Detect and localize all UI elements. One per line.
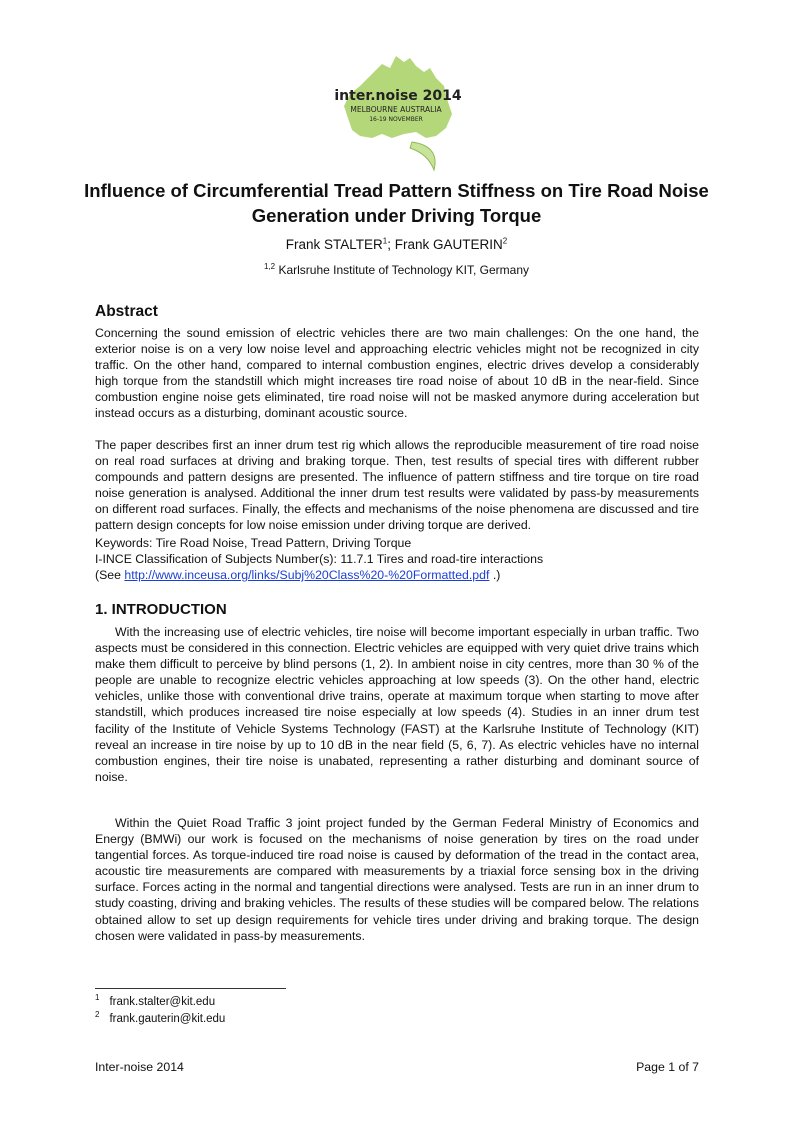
- logo-line3: 16-19 NOVEMBER: [369, 116, 423, 123]
- footnote-divider: [95, 988, 286, 989]
- author-1-sup: 1: [382, 236, 388, 246]
- intro-para-1: With the increasing use of electric vehicles, tire noise will become important especially in urban traffic. Two aspects must be considered in this connection. Electric vehicles are equipped with very quiet drive trains which make them difficult to perceive by blind persons (1, 2). In ambient noise in city centres, more than 30 % of the people are unable to recognize electric vehicles approaching at low speeds (3). On the other hand, electric vehicles, unlike those with conventional drive trains, operate at maximum torque when starting to move after standstill, which produces increased tire noise especially at low speeds (4). Studies in an inner drum test facility of the Institute of Vehicle Systems Technology (FAST) at the Karlsruhe Institute of Technology (KIT) reveal an increase in tire noise by up to 10 dB in the near field (5, 6, 7). As electric vehicles have no internal combustion engines, their tire noise is unabated, representing a rather disturbing and dominant source of noise.: [95, 625, 699, 784]
- affiliation-line: [0, 263, 793, 277]
- abstract-para-1: Concerning the sound emission of electric vehicles there are two main challenges: On the one hand, the exterior noise is on a very low noise level and approaching electric vehicles might not be recognized in city traffic. On the other hand, compared to internal combustion engines, electric drives develop a considerably high torque from the standstill which might increases tire road noise of about 10 dB in the near-field. Since combustion engine noise gets eliminated, tire road noise will not be masked anymore during acceleration but instead occurs as a disturbing, dominant acoustic source.: [95, 326, 699, 421]
- classification-link[interactable]: http://www.inceusa.org/links/Subj%20Class%20-%20Formatted.pdf: [124, 568, 490, 583]
- see-suffix: .): [489, 568, 501, 583]
- classification-line: I-INCE Classification of Subjects Number(s): 11.7.1 Tires and road-tire interactions: [95, 552, 544, 567]
- abstract-para-2: The paper describes first an inner drum test rig which allows the reproducible measurement of tire road noise on real road surfaces at driving and braking torque. Then, test results of special tires with different rubber compounds and pattern designs are presented. The influence of pattern stiffness and tire torque on tire road noise generation is analysed. Additional the inner drum test results were validated by pass-by measurements on different road surfaces. Finally, the effects and mechanisms of the noise phenomena are discussed and tire pattern design concepts for low noise emission under driving torque are derived.: [95, 438, 699, 533]
- section-heading-introduction: 1. INTRODUCTION: [95, 601, 227, 618]
- paper-title: Influence of Circumferential Tread Pattern Stiffness on Tire Road Noise Generation under Driving Torque: [84, 180, 709, 226]
- logo-line2: MELBOURNE AUSTRALIA: [350, 105, 442, 114]
- see-prefix: (See: [95, 568, 125, 583]
- author-separator: ;: [387, 237, 395, 252]
- intro-para-2: Within the Quiet Road Traffic 3 joint project funded by the German Federal Ministry of Economics and Energy (BMWi) our work is focused on the mechanisms of noise generation by tires on the road under tangential forces. As torque-induced tire road noise is caused by deformation of the tread in the contact area, acoustic tire measurements are compared with measurements by a triaxial force sensing box in the driving surface. Forces acting in the normal and tangential directions were analysed. Tests are run in an inner drum to study coasting, driving and braking vehicles. The results of these studies will be compared below. The relations obtained allow to set up design requirements for vehicle tires under driving and braking torque. The design chosen were validated in pass-by measurements.: [95, 816, 699, 943]
- footnote-2: [95, 1010, 225, 1025]
- footnote-2-email: frank.gauterin@kit.edu: [109, 1012, 226, 1025]
- keywords-line: Keywords: Tire Road Noise, Tread Pattern, Driving Torque: [95, 536, 412, 550]
- australia-map-logo-icon: [330, 50, 465, 175]
- footer-conference: Inter-noise 2014: [95, 1060, 184, 1074]
- affiliation-sup: 1,2: [263, 262, 276, 271]
- see-link-line: [95, 567, 715, 583]
- footnote-2-number: 2: [95, 1010, 100, 1019]
- conference-logo: [330, 50, 465, 175]
- footnote-1: [95, 993, 215, 1008]
- author-line: [0, 237, 793, 252]
- author-2: Frank GAUTERIN: [394, 237, 503, 252]
- author-1: Frank STALTER: [285, 237, 383, 252]
- footer-page-number: Page 1 of 7: [636, 1060, 699, 1074]
- keywords-block: [95, 535, 715, 583]
- logo-line1: inter.noise 2014: [334, 88, 462, 104]
- author-2-sup: 2: [502, 236, 508, 246]
- footnote-1-number: 1: [95, 993, 100, 1002]
- affiliation: Karlsruhe Institute of Technology KIT, Germany: [278, 263, 530, 277]
- boomerang-icon: [410, 142, 435, 170]
- footnote-1-email: frank.stalter@kit.edu: [109, 995, 216, 1008]
- abstract-heading: Abstract: [95, 303, 158, 320]
